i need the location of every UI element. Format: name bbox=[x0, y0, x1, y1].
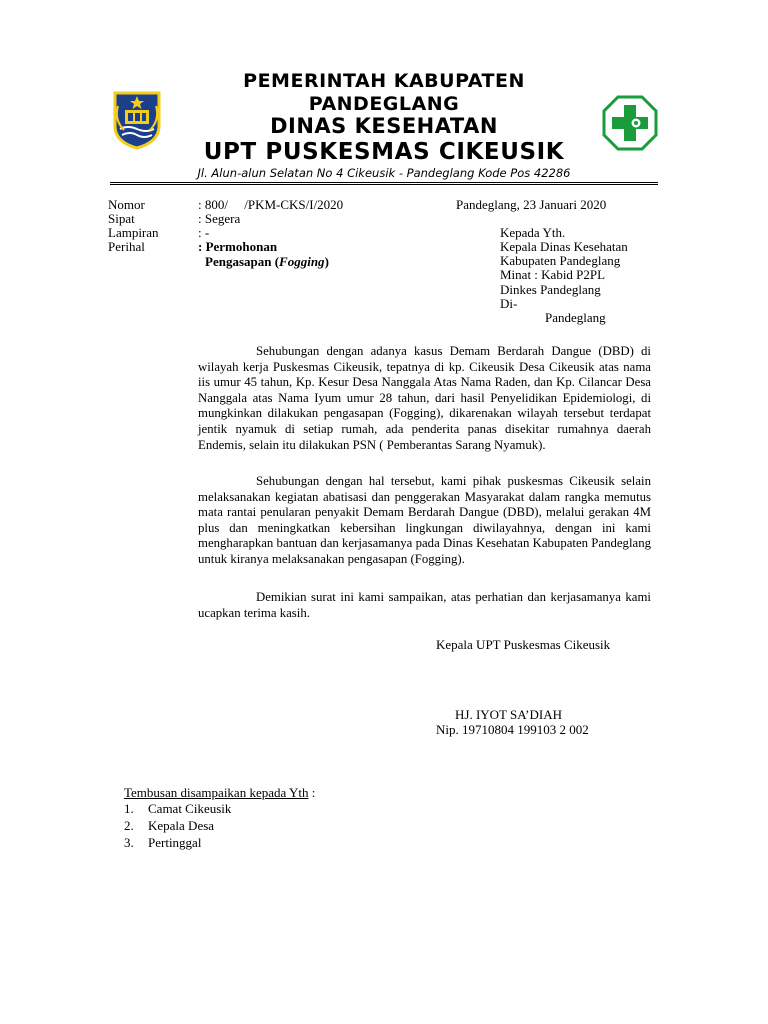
signatory-name: HJ. IYOT SA’DIAH bbox=[455, 707, 563, 722]
letterhead-divider-thin bbox=[110, 184, 658, 185]
sipat-label: Sipat bbox=[108, 211, 135, 226]
nomor-label: Nomor bbox=[108, 197, 145, 212]
signature-title: Kepala UPT Puskesmas Cikeusik bbox=[436, 637, 611, 652]
lampiran-value: : - bbox=[198, 225, 210, 240]
cc-item-2-num: 2. bbox=[124, 818, 134, 833]
cc-item-2-text: Kepala Desa bbox=[148, 818, 215, 833]
perihal-line2-text: Pengasapan ( bbox=[205, 254, 280, 269]
recipient-line-7: Pandeglang bbox=[545, 310, 606, 325]
cc-item-3-num: 3. bbox=[124, 835, 134, 850]
cc-item-3-text: Pertinggal bbox=[148, 835, 202, 850]
perihal-value: : Permohonan bbox=[198, 239, 278, 254]
header-government: PEMERINTAH KABUPATEN bbox=[243, 70, 525, 92]
perihal-close: ) bbox=[324, 254, 329, 269]
perihal-label: Perihal bbox=[108, 239, 145, 254]
cc-heading-text: Tembusan disampaikan kepada Yth bbox=[124, 785, 309, 800]
recipient-line-5: Dinkes Pandeglang bbox=[500, 282, 601, 297]
cc-heading bbox=[124, 785, 315, 800]
signatory-nip: Nip. 19710804 199103 2 002 bbox=[436, 722, 589, 737]
letterhead-divider bbox=[110, 182, 658, 183]
sipat-value: : Segera bbox=[198, 211, 241, 226]
letter-date: Pandeglang, 23 Januari 2020 bbox=[456, 197, 607, 212]
body-paragraph-1: Sehubungan dengan adanya kasus Demam Berdarah Dangue (DBD) di wilayah kerja Puskesmas Cikeusik, tepatnya di kp. Cikeusik Desa Cikeusik atas nama iis umur 45 tahun, Kp. Kesur Desa Nanggala Atas Nama Raden, dan Kp. Cilancar Desa Nanggala atas Nama Iyum umur 28 tahun, dari hasil Penyelidikan Epidemiologi, di mungkinkan dilakukan pengasapan (Fogging), dikarenakan wilayah tersebut terdapat jentik nyamuk di setiap rumah, ada penderita panas disekitar rumahnya daerah Endemis, selain itu dilakukan PSN ( Pemberantas Sarang Nyamuk). bbox=[198, 344, 651, 452]
perihal-fogging: Fogging bbox=[279, 254, 325, 269]
header-regency: PANDEGLANG bbox=[308, 93, 460, 115]
recipient-line-2: Kepala Dinas Kesehatan bbox=[500, 239, 628, 254]
recipient-line-3: Kabupaten Pandeglang bbox=[500, 253, 621, 268]
recipient-line-1: Kepada Yth. bbox=[500, 225, 566, 240]
perihal-line2 bbox=[205, 254, 329, 269]
header-address: Jl. Alun-alun Selatan No 4 Cikeusik - Pandeglang Kode Pos 42286 bbox=[197, 166, 571, 180]
cc-item-1-num: 1. bbox=[124, 801, 134, 816]
header-puskesmas: UPT PUSKESMAS CIKEUSIK bbox=[203, 139, 565, 165]
body-paragraph-3: Demikian surat ini kami sampaikan, atas perhatian dan kerjasamanya kami ucapkan terima kasih. bbox=[198, 590, 651, 620]
recipient-line-4: Minat : Kabid P2PL bbox=[500, 267, 606, 282]
cc-item-1-text: Camat Cikeusik bbox=[148, 801, 232, 816]
recipient-line-6: Di- bbox=[500, 296, 518, 311]
lampiran-label: Lampiran bbox=[108, 225, 159, 240]
cc-heading-suffix: : bbox=[308, 785, 316, 800]
body-paragraph-2: Sehubungan dengan hal tersebut, kami pihak puskesmas Cikeusik selain melaksanakan kegiatan abatisasi dan penggerakan Masyarakat dalam rangka memutus mata rantai penularan penyakit Demam Berdarah Dangue (DBD), melalui gerakan 4M plus dan meningkatkan kebersihan lingkungan diwilayahnya, dengan ini kami mengharapkan bantuan dan kerjasamanya pada Dinas Kesehatan Kabupaten Pandeglang untuk kiranya melaksanakan pengasapan (Fogging). bbox=[198, 474, 651, 566]
nomor-value: : 800/ /PKM-CKS/I/2020 bbox=[198, 197, 344, 212]
header-health-office: DINAS KESEHATAN bbox=[270, 114, 498, 138]
